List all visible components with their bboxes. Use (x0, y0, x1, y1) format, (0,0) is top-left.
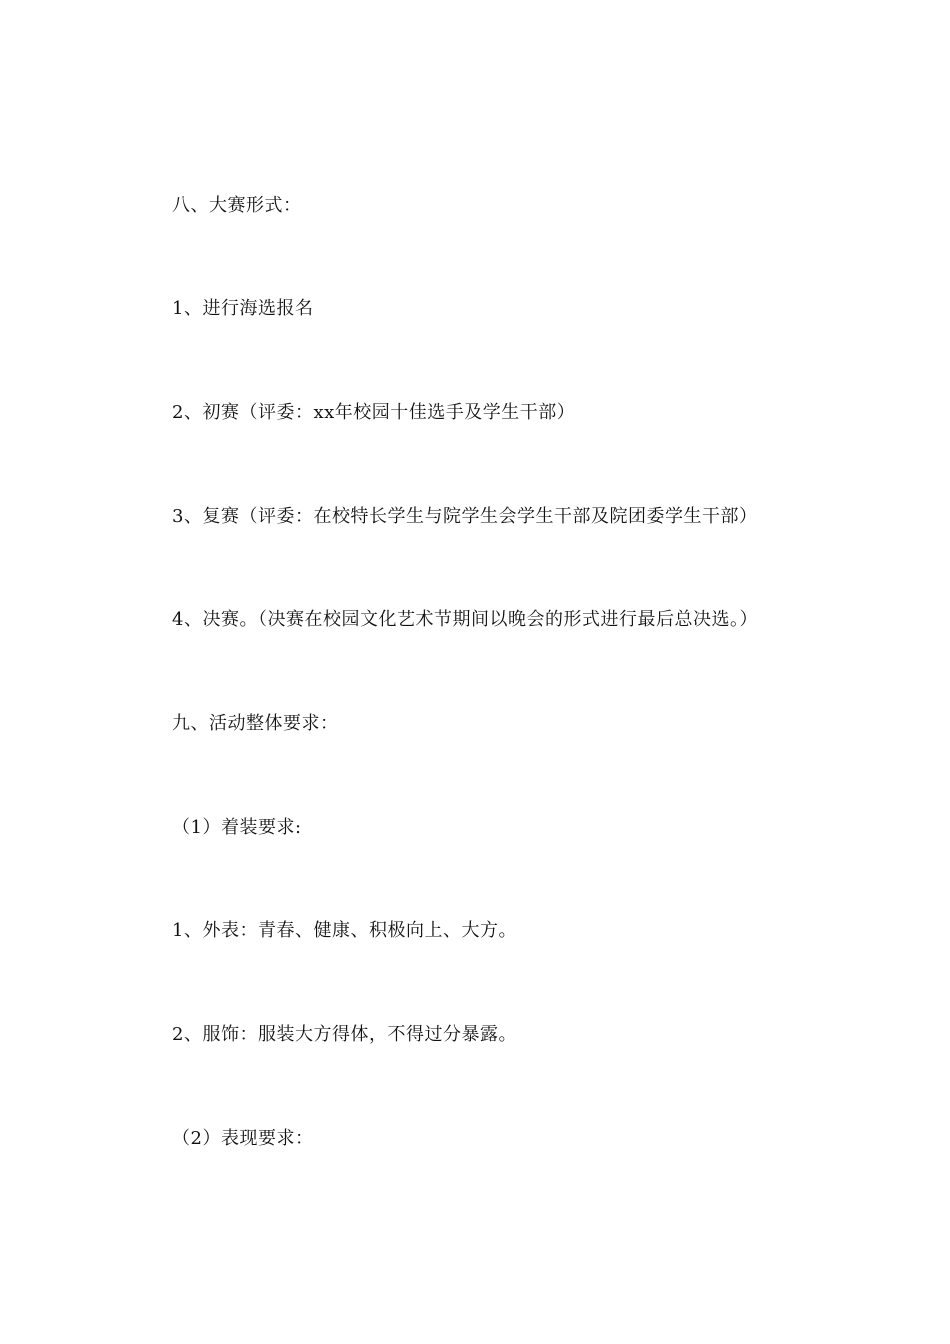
list-item-1-signup: 1、进行海选报名 (172, 298, 314, 319)
subheading-dress-requirements: （1）着装要求: (172, 817, 302, 838)
list-item-2-preliminary: 2、初赛（评委：xx年校园十佳选手及学生干部） (172, 402, 576, 423)
list-item-attire: 2、服饰：服装大方得体，不得过分暴露。 (172, 1024, 517, 1045)
list-item-3-semifinal: 3、复赛（评委：在校特长学生与院学生会学生干部及院团委学生干部） (172, 506, 758, 527)
list-item-4-final: 4、决赛。（决赛在校园文化艺术节期间以晚会的形式进行最后总决选。） (172, 609, 758, 630)
section-heading-9: 九、活动整体要求： (172, 713, 339, 734)
subheading-performance-requirements: （2）表现要求： (172, 1128, 314, 1149)
list-item-appearance: 1、外表：青春、健康、积极向上、大方。 (172, 920, 517, 941)
section-heading-8: 八、大赛形式： (172, 195, 302, 216)
